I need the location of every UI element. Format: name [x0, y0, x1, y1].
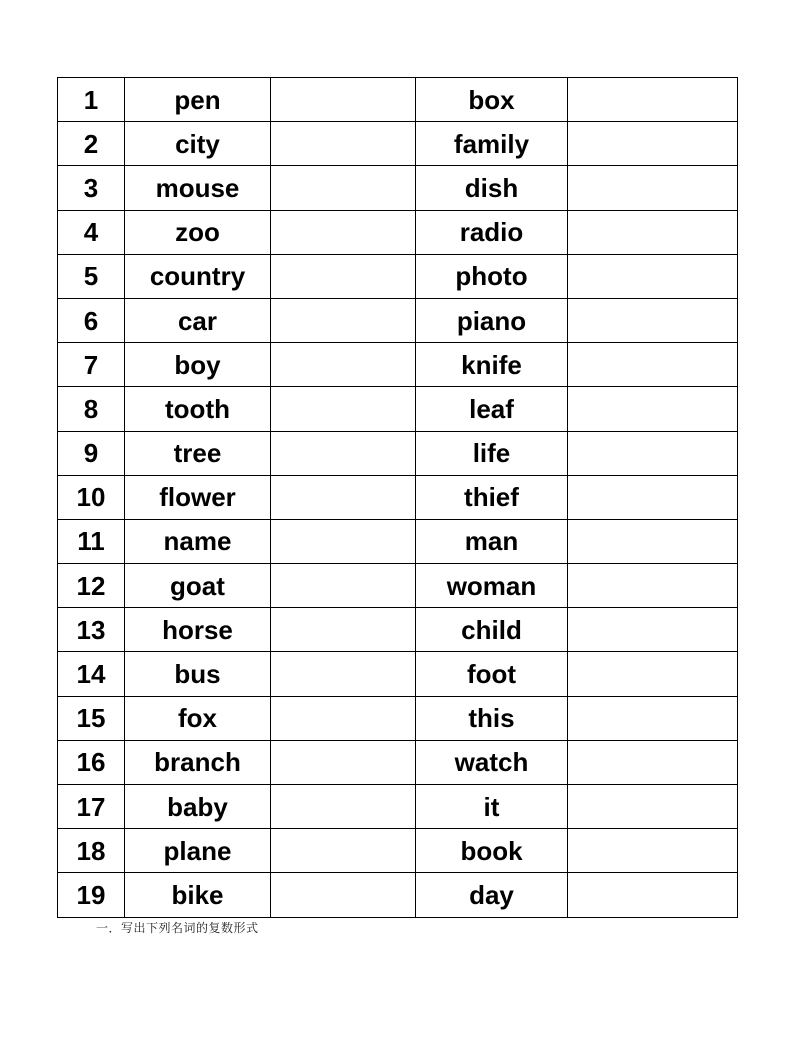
- answer-blank[interactable]: [271, 785, 416, 829]
- table-row: [58, 475, 738, 519]
- answer-blank[interactable]: [568, 343, 738, 387]
- table-row: [58, 210, 738, 254]
- answer-blank[interactable]: [568, 652, 738, 696]
- answer-blank[interactable]: [271, 254, 416, 298]
- noun-cell: tooth: [125, 387, 271, 431]
- noun-cell: woman: [416, 564, 568, 608]
- noun-cell: photo: [416, 254, 568, 298]
- row-number: 1: [58, 78, 125, 122]
- answer-blank[interactable]: [271, 519, 416, 563]
- answer-blank[interactable]: [271, 829, 416, 873]
- answer-blank[interactable]: [568, 740, 738, 784]
- noun-cell: flower: [125, 475, 271, 519]
- row-number: 9: [58, 431, 125, 475]
- answer-blank[interactable]: [568, 78, 738, 122]
- answer-blank[interactable]: [568, 166, 738, 210]
- answer-blank[interactable]: [568, 564, 738, 608]
- answer-blank[interactable]: [271, 298, 416, 342]
- noun-cell: pen: [125, 78, 271, 122]
- noun-cell: horse: [125, 608, 271, 652]
- noun-cell: zoo: [125, 210, 271, 254]
- table-row: [58, 652, 738, 696]
- noun-cell: piano: [416, 298, 568, 342]
- table-row: [58, 254, 738, 298]
- noun-cell: car: [125, 298, 271, 342]
- answer-blank[interactable]: [568, 387, 738, 431]
- table-row: [58, 122, 738, 166]
- row-number: 3: [58, 166, 125, 210]
- answer-blank[interactable]: [271, 78, 416, 122]
- answer-blank[interactable]: [271, 740, 416, 784]
- answer-blank[interactable]: [271, 696, 416, 740]
- noun-cell: watch: [416, 740, 568, 784]
- row-number: 7: [58, 343, 125, 387]
- row-number: 15: [58, 696, 125, 740]
- plural-forms-table: [57, 77, 738, 918]
- noun-cell: boy: [125, 343, 271, 387]
- answer-blank[interactable]: [271, 475, 416, 519]
- noun-cell: day: [416, 873, 568, 917]
- noun-cell: branch: [125, 740, 271, 784]
- noun-cell: book: [416, 829, 568, 873]
- noun-cell: child: [416, 608, 568, 652]
- answer-blank[interactable]: [271, 387, 416, 431]
- noun-cell: name: [125, 519, 271, 563]
- table-row: [58, 564, 738, 608]
- noun-cell: bus: [125, 652, 271, 696]
- row-number: 14: [58, 652, 125, 696]
- answer-blank[interactable]: [271, 608, 416, 652]
- table-row: [58, 78, 738, 122]
- table-row: [58, 785, 738, 829]
- table-body: [58, 78, 738, 918]
- answer-blank[interactable]: [568, 431, 738, 475]
- noun-cell: country: [125, 254, 271, 298]
- answer-blank[interactable]: [271, 431, 416, 475]
- answer-blank[interactable]: [271, 210, 416, 254]
- answer-blank[interactable]: [271, 564, 416, 608]
- row-number: 8: [58, 387, 125, 431]
- exercise-caption: 一．写出下列名词的复数形式: [96, 921, 259, 935]
- table-row: [58, 829, 738, 873]
- noun-cell: thief: [416, 475, 568, 519]
- table-row: [58, 298, 738, 342]
- table-row: [58, 873, 738, 917]
- table-row: [58, 519, 738, 563]
- noun-cell: foot: [416, 652, 568, 696]
- answer-blank[interactable]: [568, 475, 738, 519]
- row-number: 4: [58, 210, 125, 254]
- answer-blank[interactable]: [271, 122, 416, 166]
- row-number: 17: [58, 785, 125, 829]
- answer-blank[interactable]: [568, 696, 738, 740]
- row-number: 2: [58, 122, 125, 166]
- answer-blank[interactable]: [271, 873, 416, 917]
- answer-blank[interactable]: [568, 254, 738, 298]
- row-number: 10: [58, 475, 125, 519]
- row-number: 16: [58, 740, 125, 784]
- table-row: [58, 431, 738, 475]
- noun-cell: life: [416, 431, 568, 475]
- answer-blank[interactable]: [271, 343, 416, 387]
- row-number: 11: [58, 519, 125, 563]
- answer-blank[interactable]: [568, 210, 738, 254]
- noun-cell: this: [416, 696, 568, 740]
- answer-blank[interactable]: [568, 829, 738, 873]
- noun-cell: radio: [416, 210, 568, 254]
- answer-blank[interactable]: [568, 873, 738, 917]
- row-number: 18: [58, 829, 125, 873]
- answer-blank[interactable]: [568, 785, 738, 829]
- worksheet: [57, 77, 737, 918]
- noun-cell: family: [416, 122, 568, 166]
- noun-cell: dish: [416, 166, 568, 210]
- row-number: 19: [58, 873, 125, 917]
- noun-cell: man: [416, 519, 568, 563]
- table-row: [58, 696, 738, 740]
- table-row: [58, 740, 738, 784]
- noun-cell: box: [416, 78, 568, 122]
- noun-cell: mouse: [125, 166, 271, 210]
- answer-blank[interactable]: [271, 166, 416, 210]
- row-number: 12: [58, 564, 125, 608]
- answer-blank[interactable]: [568, 298, 738, 342]
- noun-cell: plane: [125, 829, 271, 873]
- noun-cell: goat: [125, 564, 271, 608]
- noun-cell: fox: [125, 696, 271, 740]
- noun-cell: leaf: [416, 387, 568, 431]
- table-row: [58, 343, 738, 387]
- noun-cell: baby: [125, 785, 271, 829]
- answer-blank[interactable]: [568, 122, 738, 166]
- table-row: [58, 608, 738, 652]
- noun-cell: city: [125, 122, 271, 166]
- row-number: 6: [58, 298, 125, 342]
- table-row: [58, 166, 738, 210]
- answer-blank[interactable]: [271, 652, 416, 696]
- noun-cell: knife: [416, 343, 568, 387]
- answer-blank[interactable]: [568, 608, 738, 652]
- row-number: 13: [58, 608, 125, 652]
- row-number: 5: [58, 254, 125, 298]
- table-row: [58, 387, 738, 431]
- noun-cell: it: [416, 785, 568, 829]
- noun-cell: bike: [125, 873, 271, 917]
- answer-blank[interactable]: [568, 519, 738, 563]
- noun-cell: tree: [125, 431, 271, 475]
